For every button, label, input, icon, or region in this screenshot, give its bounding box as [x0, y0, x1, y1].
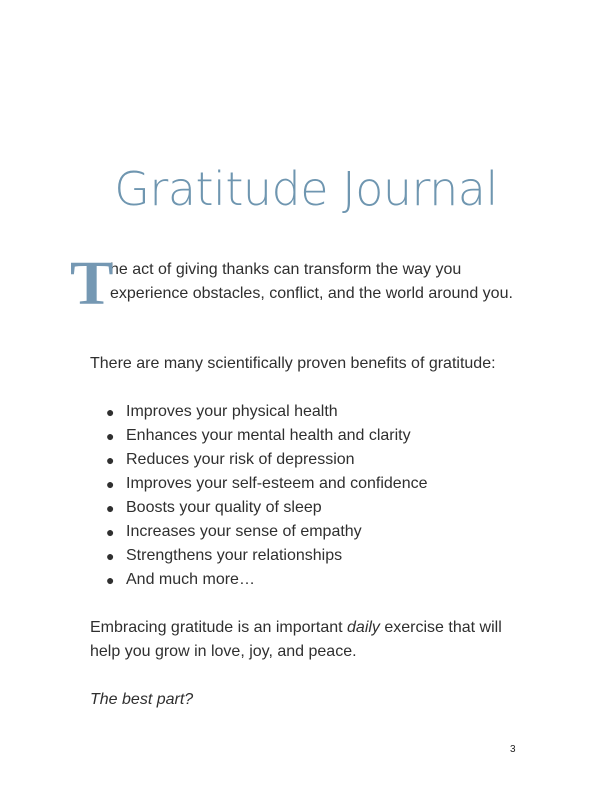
- embrace-paragraph: [90, 616, 530, 664]
- list-item: [106, 568, 427, 592]
- list-item: [106, 400, 427, 424]
- intro-text: he act of giving thanks can transform the way you experience obstacles, conflict, and the world around you.: [110, 261, 513, 302]
- embrace-text-before: Embracing gratitude is an important: [90, 619, 348, 636]
- drop-cap: T: [70, 250, 114, 318]
- page-title: Gratitude Journal: [114, 161, 498, 216]
- list-item-text: Strengthens your relationships: [126, 547, 343, 564]
- list-item: [106, 496, 427, 520]
- list-item: [106, 424, 427, 448]
- embrace-text-after: exercise that will help you grow in love, joy, and peace.: [90, 619, 502, 660]
- list-item: [106, 472, 427, 496]
- embrace-emphasis: daily: [347, 619, 380, 636]
- list-item-text: Increases your sense of empathy: [126, 523, 362, 540]
- bullet-icon: ●: [106, 572, 115, 588]
- list-item-text: Enhances your mental health and clarity: [126, 427, 411, 444]
- list-item: [106, 544, 427, 568]
- bullet-icon: ●: [106, 476, 115, 492]
- bullet-icon: ●: [106, 428, 115, 444]
- bullet-icon: ●: [106, 548, 115, 564]
- page-number: 3: [510, 744, 516, 755]
- list-item: [106, 520, 427, 544]
- benefits-list: [106, 400, 427, 592]
- list-item: [106, 448, 427, 472]
- list-item-text: Reduces your risk of depression: [126, 451, 355, 468]
- bullet-icon: ●: [106, 452, 115, 468]
- bullet-icon: ●: [106, 404, 115, 420]
- list-item-text: And much more…: [126, 571, 255, 588]
- benefits-lead: There are many scientifically proven benefits of gratitude:: [90, 355, 496, 372]
- bullet-icon: ●: [106, 524, 115, 540]
- list-item-text: Improves your physical health: [126, 403, 338, 420]
- bullet-icon: ●: [106, 500, 115, 516]
- intro-paragraph: [70, 250, 520, 318]
- closing-question: The best part?: [90, 691, 194, 708]
- list-item-text: Improves your self-esteem and confidence: [126, 475, 428, 492]
- list-item-text: Boosts your quality of sleep: [126, 499, 322, 516]
